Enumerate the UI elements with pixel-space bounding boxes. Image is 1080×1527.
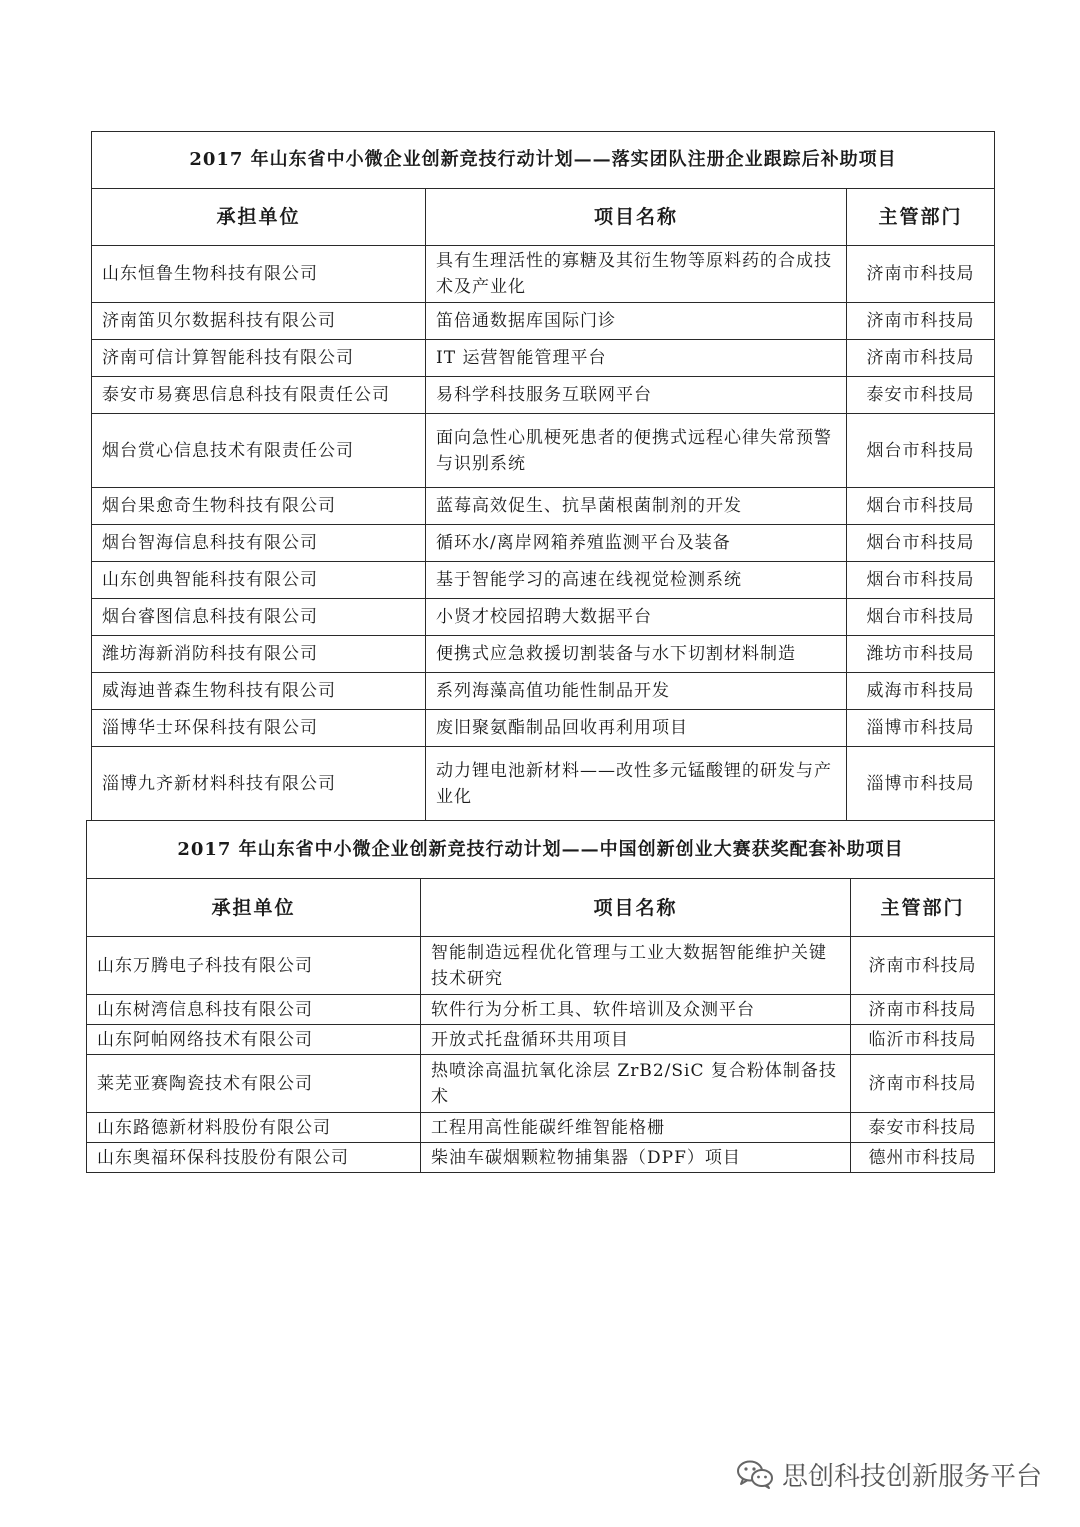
table-row xyxy=(92,562,995,599)
project-cell: 便携式应急救援切割装备与水下切割材料制造 xyxy=(426,636,847,673)
header-unit: 承担单位 xyxy=(87,879,421,937)
project-cell: 开放式托盘循环共用项目 xyxy=(421,1025,851,1055)
project-cell: 易科学科技服务互联网平台 xyxy=(426,377,847,414)
dept-cell: 济南市科技局 xyxy=(847,340,995,377)
project-cell: 面向急性心肌梗死患者的便携式远程心律失常预警与识别系统 xyxy=(426,414,847,488)
table-row xyxy=(92,747,995,821)
table-row xyxy=(92,414,995,488)
dept-cell: 烟台市科技局 xyxy=(847,562,995,599)
table-row xyxy=(92,710,995,747)
project-cell: 工程用高性能碳纤维智能格栅 xyxy=(421,1113,851,1143)
project-cell: 软件行为分析工具、软件培训及众测平台 xyxy=(421,995,851,1025)
unit-cell: 山东恒鲁生物科技有限公司 xyxy=(92,246,426,303)
dept-cell: 济南市科技局 xyxy=(847,246,995,303)
header-project: 项目名称 xyxy=(426,189,847,246)
unit-cell: 山东创典智能科技有限公司 xyxy=(92,562,426,599)
dept-cell: 济南市科技局 xyxy=(851,937,995,995)
header-dept: 主管部门 xyxy=(851,879,995,937)
dept-cell: 临沂市科技局 xyxy=(851,1025,995,1055)
project-cell: 柴油车碳烟颗粒物捕集器（DPF）项目 xyxy=(421,1143,851,1173)
unit-cell: 淄博九齐新材料科技有限公司 xyxy=(92,747,426,821)
dept-cell: 济南市科技局 xyxy=(851,995,995,1025)
project-cell: 小贤才校园招聘大数据平台 xyxy=(426,599,847,636)
header-project: 项目名称 xyxy=(421,879,851,937)
table-row xyxy=(92,246,995,303)
unit-cell: 烟台赏心信息技术有限责任公司 xyxy=(92,414,426,488)
unit-cell: 济南可信计算智能科技有限公司 xyxy=(92,340,426,377)
unit-cell: 淄博华士环保科技有限公司 xyxy=(92,710,426,747)
dept-cell: 泰安市科技局 xyxy=(847,377,995,414)
table-row xyxy=(87,1113,995,1143)
table-row xyxy=(92,303,995,340)
table-row xyxy=(87,995,995,1025)
table-row xyxy=(92,488,995,525)
project-cell: 动力锂电池新材料——改性多元锰酸锂的研发与产业化 xyxy=(426,747,847,821)
unit-cell: 泰安市易赛思信息科技有限责任公司 xyxy=(92,377,426,414)
unit-cell: 山东树湾信息科技有限公司 xyxy=(87,995,421,1025)
watermark xyxy=(736,1457,1042,1491)
unit-cell: 山东路德新材料股份有限公司 xyxy=(87,1113,421,1143)
project-cell: 笛倍通数据库国际门诊 xyxy=(426,303,847,340)
dept-cell: 烟台市科技局 xyxy=(847,525,995,562)
table-row xyxy=(87,1143,995,1173)
dept-cell: 德州市科技局 xyxy=(851,1143,995,1173)
wechat-icon xyxy=(736,1459,774,1489)
unit-cell: 烟台果愈奇生物科技有限公司 xyxy=(92,488,426,525)
table-row xyxy=(92,340,995,377)
table-row xyxy=(92,636,995,673)
dept-cell: 泰安市科技局 xyxy=(851,1113,995,1143)
watermark-text: 思创科技创新服务平台 xyxy=(781,1461,1042,1492)
table-row xyxy=(87,937,995,995)
project-cell: 基于智能学习的高速在线视觉检测系统 xyxy=(426,562,847,599)
project-cell: 热喷涂高温抗氧化涂层 ZrB2/SiC 复合粉体制备技术 xyxy=(421,1055,851,1113)
unit-cell: 山东奥福环保科技股份有限公司 xyxy=(87,1143,421,1173)
dept-cell: 淄博市科技局 xyxy=(847,747,995,821)
table-row xyxy=(92,377,995,414)
project-cell: 系列海藻高值功能性制品开发 xyxy=(426,673,847,710)
table-title: 2017 年山东省中小微企业创新竞技行动计划——落实团队注册企业跟踪后补助项目 xyxy=(92,132,995,189)
dept-cell: 烟台市科技局 xyxy=(847,414,995,488)
project-cell: 智能制造远程优化管理与工业大数据智能维护关键技术研究 xyxy=(421,937,851,995)
table-title: 2017 年山东省中小微企业创新竞技行动计划——中国创新创业大赛获奖配套补助项目 xyxy=(87,821,995,879)
subsidy-table-team-registration xyxy=(91,131,995,821)
unit-cell: 山东阿帕网络技术有限公司 xyxy=(87,1025,421,1055)
unit-cell: 山东万腾电子科技有限公司 xyxy=(87,937,421,995)
dept-cell: 潍坊市科技局 xyxy=(847,636,995,673)
table-row xyxy=(87,1025,995,1055)
unit-cell: 烟台睿图信息科技有限公司 xyxy=(92,599,426,636)
header-dept: 主管部门 xyxy=(847,189,995,246)
table-row xyxy=(92,673,995,710)
unit-cell: 莱芜亚赛陶瓷技术有限公司 xyxy=(87,1055,421,1113)
table-row xyxy=(87,1055,995,1113)
table-row xyxy=(92,599,995,636)
unit-cell: 济南笛贝尔数据科技有限公司 xyxy=(92,303,426,340)
dept-cell: 威海市科技局 xyxy=(847,673,995,710)
project-cell: 废旧聚氨酯制品回收再利用项目 xyxy=(426,710,847,747)
project-cell: IT 运营智能管理平台 xyxy=(426,340,847,377)
dept-cell: 济南市科技局 xyxy=(851,1055,995,1113)
subsidy-table-competition-award xyxy=(86,820,995,1173)
unit-cell: 威海迪普森生物科技有限公司 xyxy=(92,673,426,710)
dept-cell: 济南市科技局 xyxy=(847,303,995,340)
table-row xyxy=(92,525,995,562)
dept-cell: 烟台市科技局 xyxy=(847,488,995,525)
project-cell: 循环水/离岸网箱养殖监测平台及装备 xyxy=(426,525,847,562)
project-cell: 蓝莓高效促生、抗旱菌根菌制剂的开发 xyxy=(426,488,847,525)
header-unit: 承担单位 xyxy=(92,189,426,246)
project-cell: 具有生理活性的寡糖及其衍生物等原料药的合成技术及产业化 xyxy=(426,246,847,303)
unit-cell: 潍坊海新消防科技有限公司 xyxy=(92,636,426,673)
dept-cell: 淄博市科技局 xyxy=(847,710,995,747)
unit-cell: 烟台智海信息科技有限公司 xyxy=(92,525,426,562)
dept-cell: 烟台市科技局 xyxy=(847,599,995,636)
